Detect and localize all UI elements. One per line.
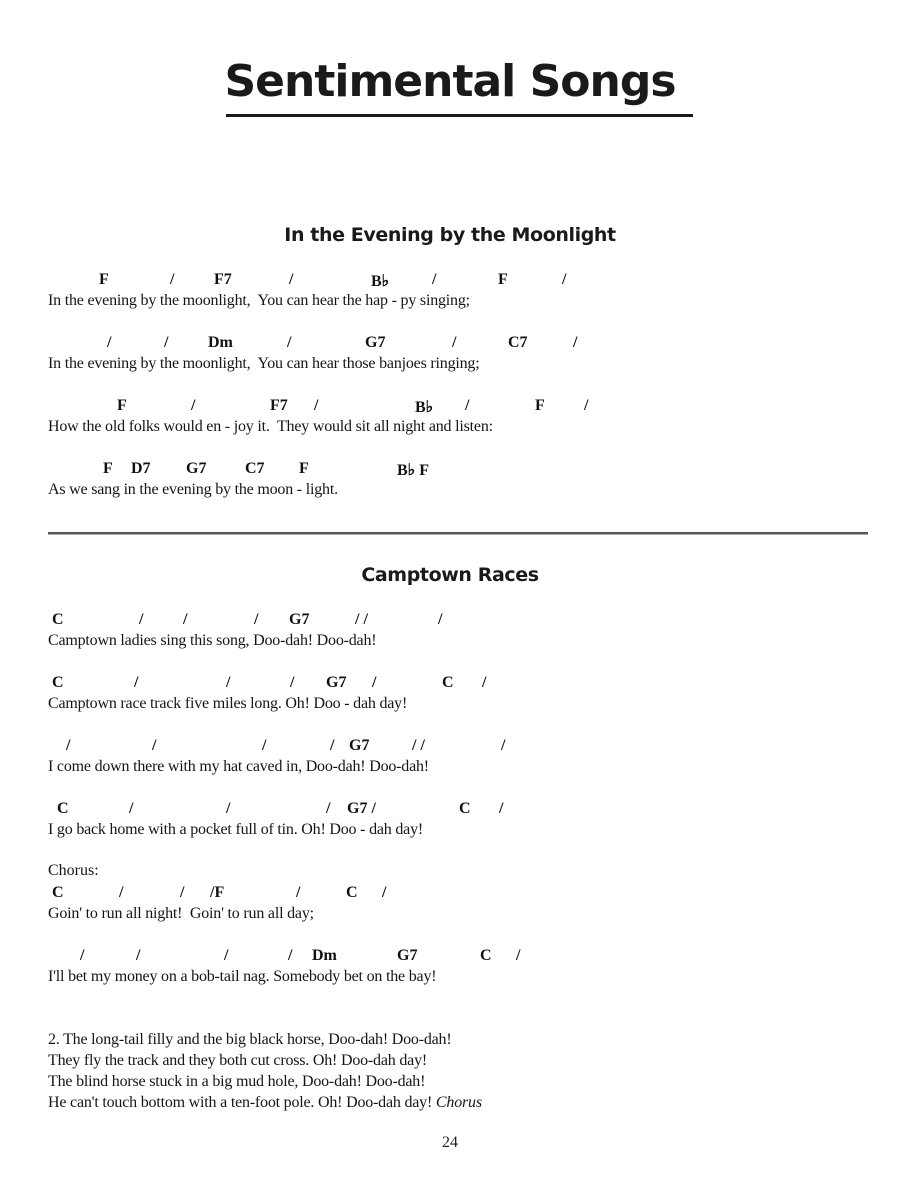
chord: /: [372, 674, 377, 691]
chord: C: [442, 674, 454, 691]
chord: /: [296, 884, 301, 901]
chord-row: [0, 460, 900, 480]
chord: /: [224, 947, 229, 964]
chord: /: [584, 397, 589, 414]
chord: /: [501, 737, 506, 754]
chord: /: [288, 947, 293, 964]
chord: /: [152, 737, 157, 754]
chord: C: [480, 947, 492, 964]
chord: C: [52, 884, 64, 901]
chord: /: [262, 737, 267, 754]
chord: F: [535, 397, 545, 414]
lyric-line: As we sang in the evening by the moon - light.: [48, 481, 338, 498]
chord: F7: [214, 271, 232, 288]
chord: F7: [270, 397, 288, 414]
chord: /: [254, 611, 259, 628]
chord-row: [0, 800, 900, 820]
chord: /: [134, 674, 139, 691]
chord: /: [516, 947, 521, 964]
chord: /: [330, 737, 335, 754]
lyric-line: In the evening by the moonlight, You can hear the hap - py singing;: [48, 292, 470, 309]
chord: /: [136, 947, 141, 964]
chord: /: [80, 947, 85, 964]
chord: /: [139, 611, 144, 628]
chord: C: [52, 611, 64, 628]
chord: / /: [355, 611, 368, 628]
chord: /: [191, 397, 196, 414]
chord: /: [573, 334, 578, 351]
chord: G7: [349, 737, 370, 754]
chord: G7: [397, 947, 418, 964]
section-divider: [48, 532, 868, 534]
chord-row: [0, 397, 900, 417]
chord: Dm: [312, 947, 337, 964]
chord: F: [103, 460, 113, 477]
chord: /F: [210, 884, 225, 901]
chord: C: [346, 884, 358, 901]
lyric-line: How the old folks would en - joy it. They would sit all night and listen:: [48, 418, 493, 435]
chord: /: [289, 271, 294, 288]
chord: C: [52, 674, 64, 691]
chord-row: [0, 884, 900, 904]
song-title-evening-moonlight: In the Evening by the Moonlight: [284, 224, 616, 246]
verse2-line: [48, 1094, 482, 1112]
chord: /: [452, 334, 457, 351]
chord: /: [314, 397, 319, 414]
chord: /: [183, 611, 188, 628]
chord-row: [0, 737, 900, 757]
chord: / /: [412, 737, 425, 754]
chord: /: [482, 674, 487, 691]
chord: /: [170, 271, 175, 288]
chord: G7: [186, 460, 207, 477]
lyric-line: Camptown race track five miles long. Oh! Doo - dah day!: [48, 695, 408, 712]
chord: /: [499, 800, 504, 817]
chord: /: [438, 611, 443, 628]
chord: F: [99, 271, 109, 288]
verse2-line: They fly the track and they both cut cross. Oh! Doo-dah day!: [48, 1052, 427, 1069]
chord-row: [0, 334, 900, 354]
page-number: 24: [442, 1134, 458, 1151]
lyric-line: Camptown ladies sing this song, Doo-dah! Doo-dah!: [48, 632, 377, 649]
chord-row: [0, 674, 900, 694]
chord-row: [0, 271, 900, 291]
chord: D7: [131, 460, 151, 477]
chord-row: [0, 611, 900, 631]
chord: /: [226, 800, 231, 817]
song-title-camptown-races: Camptown Races: [361, 564, 539, 586]
chord: /: [465, 397, 470, 414]
title-underline: [226, 114, 693, 117]
chord: /: [180, 884, 185, 901]
chord: F: [498, 271, 508, 288]
chord: C7: [245, 460, 265, 477]
verse2-line: The blind horse stuck in a big mud hole, Doo-dah! Doo-dah!: [48, 1073, 426, 1090]
chord: C: [459, 800, 471, 817]
chord: /: [432, 271, 437, 288]
chord: /: [290, 674, 295, 691]
chord: B♭: [415, 399, 434, 416]
chord: G7 /: [347, 800, 376, 817]
chord: G7: [289, 611, 310, 628]
lyric-line: I'll bet my money on a bob-tail nag. Somebody bet on the bay!: [48, 968, 437, 985]
lyric-line: Goin' to run all night! Goin' to run all day;: [48, 905, 314, 922]
chord: /: [107, 334, 112, 351]
verse2-line: 2. The long-tail filly and the big black horse, Doo-dah! Doo-dah!: [48, 1031, 452, 1048]
page-title: Sentimental Songs: [224, 56, 676, 107]
lyric-line: I come down there with my hat caved in, Doo-dah! Doo-dah!: [48, 758, 429, 775]
chord: G7: [326, 674, 347, 691]
chord: Dm: [208, 334, 233, 351]
chord: C: [57, 800, 69, 817]
chord: F: [299, 460, 309, 477]
chord: /: [66, 737, 71, 754]
chord: B♭: [371, 273, 390, 290]
chord-row: [0, 947, 900, 967]
chord: /: [562, 271, 567, 288]
verse2-line-text: He can't touch bottom with a ten-foot pole. Oh! Doo-dah day!: [48, 1094, 436, 1111]
chord: /: [287, 334, 292, 351]
chord: /: [164, 334, 169, 351]
chord: /: [326, 800, 331, 817]
chord: C7: [508, 334, 528, 351]
chorus-label: Chorus:: [48, 862, 99, 879]
lyric-line: I go back home with a pocket full of tin. Oh! Doo - dah day!: [48, 821, 424, 838]
chorus-tag: Chorus: [435, 1094, 482, 1111]
chord: /: [382, 884, 387, 901]
chord: /: [129, 800, 134, 817]
chord: /: [119, 884, 124, 901]
chord: B♭ F: [397, 462, 429, 479]
lyric-line: In the evening by the moonlight, You can hear those banjoes ringing;: [48, 355, 480, 372]
chord: /: [226, 674, 231, 691]
chord: G7: [365, 334, 386, 351]
chord: F: [117, 397, 127, 414]
